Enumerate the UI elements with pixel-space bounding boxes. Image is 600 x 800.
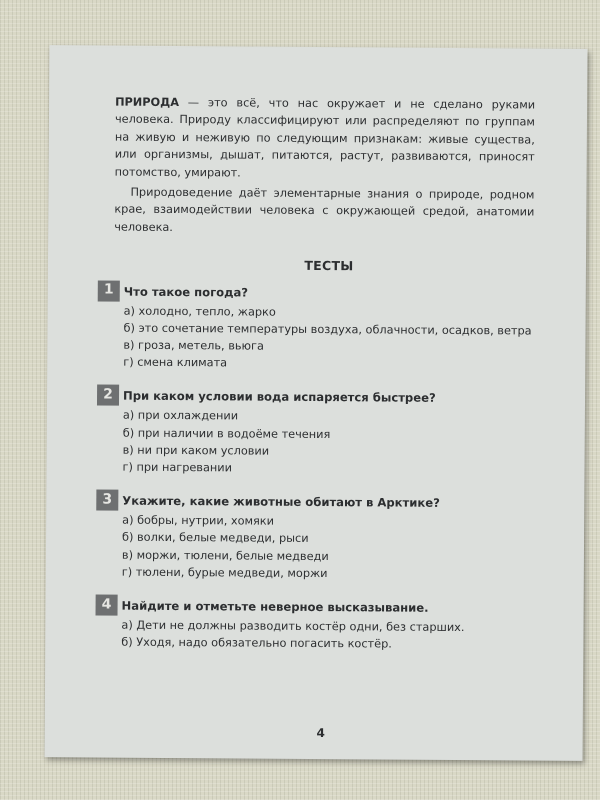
question-text: Укажите, какие животные обитают в Арктике? bbox=[122, 493, 440, 511]
tests-title: ТЕСТЫ bbox=[304, 258, 354, 274]
intro-text bbox=[114, 94, 535, 239]
answer-option[interactable]: а) Дети не должны разводить костёр одни, без старших. bbox=[121, 618, 465, 635]
book-page bbox=[45, 45, 588, 761]
answer-option[interactable]: г) при нагревании bbox=[122, 460, 233, 475]
question-4 bbox=[101, 596, 531, 654]
page-content bbox=[101, 94, 536, 741]
answer-option[interactable]: а) бобры, нутрии, хомяки bbox=[122, 513, 275, 528]
question-2 bbox=[103, 386, 533, 479]
answer-option[interactable]: в) моржи, тюлени, белые медведи bbox=[121, 548, 329, 563]
question-number-badge: 1 bbox=[98, 280, 120, 301]
question-number-badge: 4 bbox=[96, 595, 118, 616]
page-number: 4 bbox=[316, 726, 325, 741]
answer-option[interactable]: в) гроза, метель, вьюга bbox=[123, 338, 264, 353]
intro-term: ПРИРОДА bbox=[115, 95, 180, 110]
question-number-badge: 2 bbox=[97, 385, 119, 406]
answer-list bbox=[122, 512, 532, 584]
intro-definition: — это всё, что нас окружает и не сделано руками человека. Природу классифицируют или распределяют по группам на живую и неживую по следующим признакам: живые существа, или организмы, дышат, питаются, растут, развиваются, приносят потомство, умирают. bbox=[114, 96, 536, 180]
question-3 bbox=[102, 491, 533, 584]
question-text: Что такое погода? bbox=[123, 284, 249, 300]
answer-option[interactable]: б) это сочетание температуры воздуха, облачности, осадков, ветра bbox=[123, 321, 532, 338]
question-text: При каком условии вода испаряется быстрее? bbox=[122, 389, 436, 406]
answer-option[interactable]: б) волки, белые медведи, рыси bbox=[122, 531, 309, 546]
answer-list bbox=[123, 302, 533, 374]
answer-option[interactable]: б) Уходя, надо обязательно погасить костёр. bbox=[121, 635, 392, 651]
answer-list bbox=[121, 617, 531, 654]
answer-option[interactable]: г) смена климата bbox=[123, 355, 228, 370]
answer-option[interactable]: в) ни при каком условии bbox=[122, 443, 270, 458]
question-text: Найдите и отметьте неверное высказывание. bbox=[121, 598, 429, 615]
intro-paragraph-2: Природоведение даёт элементарные знания о природе, родном крае, взаимодействии человека с окружающей средой, анатомии человека. bbox=[114, 185, 535, 234]
question-1 bbox=[103, 281, 534, 374]
answer-option[interactable]: а) холодно, тепло, жарко bbox=[123, 304, 276, 319]
answer-list bbox=[122, 407, 532, 479]
answer-option[interactable]: г) тюлени, бурые медведи, моржи bbox=[121, 565, 328, 580]
question-number-badge: 3 bbox=[96, 490, 118, 511]
intro-paragraph-1 bbox=[115, 94, 536, 184]
answer-option[interactable]: а) при охлаждении bbox=[122, 409, 239, 423]
answer-option[interactable]: б) при наличии в водоёме течения bbox=[122, 426, 331, 441]
